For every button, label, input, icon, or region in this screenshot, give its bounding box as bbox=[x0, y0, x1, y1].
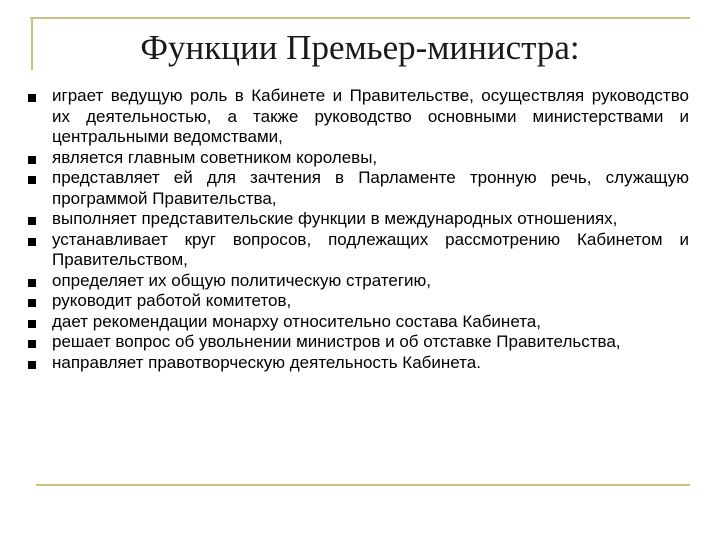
list-item-text: является главным советником королевы, bbox=[52, 147, 378, 167]
list-item bbox=[52, 148, 689, 169]
list-item bbox=[52, 271, 689, 292]
list-item-text: устанавливает круг вопросов, подлежащих рассмотрению Кабинетом и Правительством, bbox=[52, 229, 689, 269]
list-item-text: определяет их общую политическую стратегию, bbox=[52, 270, 432, 290]
square-bullet-icon bbox=[28, 176, 36, 184]
list-item bbox=[52, 353, 689, 374]
list-item bbox=[52, 168, 689, 209]
list-item-text: руководит работой комитетов, bbox=[52, 291, 292, 310]
square-bullet-icon bbox=[28, 94, 36, 102]
list-item-text: выполняет представительские функции в международных отношениях, bbox=[52, 209, 618, 228]
slide-title: Функции Премьер-министра: bbox=[140, 28, 580, 67]
list-item-text: играет ведущую роль в Кабинете и Правительстве, осуществляя руководство их деятельностью, а также руководство основными министерствами и центральными ведомствами, bbox=[52, 86, 689, 146]
square-bullet-icon bbox=[28, 340, 36, 348]
list-item bbox=[52, 209, 689, 230]
square-bullet-icon bbox=[28, 279, 36, 287]
square-bullet-icon bbox=[28, 217, 36, 225]
list-item-text: решает вопрос об увольнении министров и об отставке Правительства, bbox=[52, 332, 621, 351]
frame-top-rule bbox=[30, 17, 690, 19]
list-item bbox=[52, 86, 689, 148]
list-item bbox=[52, 332, 689, 353]
list-item bbox=[52, 312, 689, 333]
square-bullet-icon bbox=[28, 299, 36, 307]
list-item bbox=[52, 291, 689, 312]
list-item-text: направляет правотворческую деятельность Кабинета. bbox=[52, 352, 481, 372]
list-item bbox=[52, 230, 689, 271]
square-bullet-icon bbox=[28, 361, 36, 369]
square-bullet-icon bbox=[28, 320, 36, 328]
square-bullet-icon bbox=[28, 238, 36, 246]
square-bullet-icon bbox=[28, 156, 36, 164]
list-item-text: дает рекомендации монарху относительно состава Кабинета, bbox=[52, 311, 541, 331]
list-item-text: представляет ей для зачтения в Парламенте тронную речь, служащую программой Правительства, bbox=[52, 168, 689, 208]
frame-bottom-rule bbox=[36, 484, 690, 486]
bullet-list bbox=[52, 86, 689, 373]
